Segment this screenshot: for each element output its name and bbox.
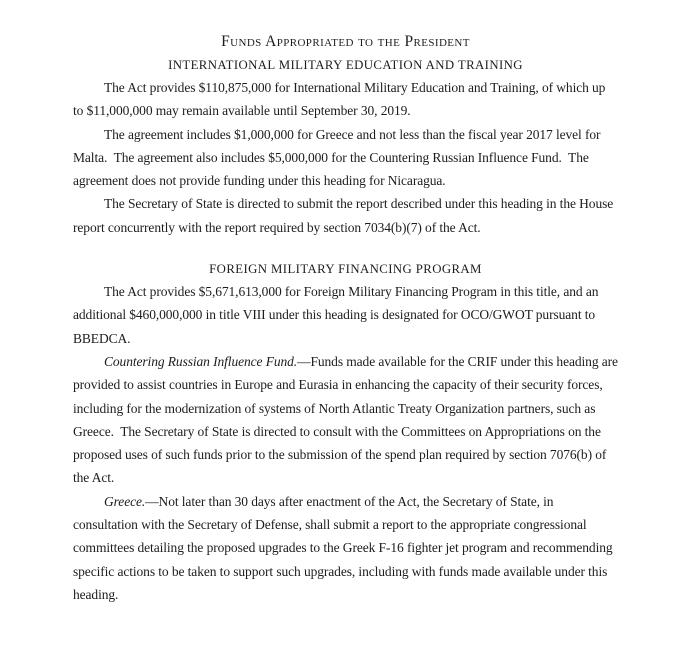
paragraph-italic-lead: Greece.	[104, 493, 146, 509]
paragraph-text: The Secretary of State is directed to submit the report described under this heading in the House report concurrently with the report required by section 7034(b)(7) of the Act.	[73, 196, 617, 235]
paragraph-greece	[73, 490, 618, 606]
paragraph-imet-agreement	[73, 123, 618, 193]
paragraph-text: The Act provides $110,875,000 for International Military Education and Training, of which up to $11,000,000 may remain available until September 30, 2019.	[73, 80, 609, 119]
section-heading-imet: INTERNATIONAL MILITARY EDUCATION AND TRAINING	[168, 58, 523, 72]
paragraph-crif	[73, 350, 622, 490]
section-gap	[73, 239, 618, 262]
paragraph-imet-funding	[73, 76, 618, 123]
paragraph-text: —Not later than 30 days after enactment of the Act, the Secretary of State, in consultation with the Secretary of Defense, shall submit a report to the appropriate congressional committees detailing the proposed upgrades to the Greek F-16 fighter jet program and recommending specific actions to be taken to support such upgrades, including with funds made available under this heading.	[73, 493, 616, 602]
paragraph-text: The Act provides $5,671,613,000 for Foreign Military Financing Program in this title, and an additional $460,000,000 in title VIII under this heading is designated for OCO/GWOT pursuant to BBEDCA.	[73, 284, 602, 346]
paragraph-imet-report	[73, 192, 618, 239]
section-heading-fmf: FOREIGN MILITARY FINANCING PROGRAM	[209, 262, 482, 277]
document-title: Funds Appropriated to the President	[221, 33, 470, 50]
paragraph-italic-lead: Countering Russian Influence Fund.	[104, 353, 298, 369]
paragraph-fmf-funding	[73, 280, 618, 350]
paragraph-text: The agreement includes $1,000,000 for Greece and not less than the fiscal year 2017 level for Malta. The agreement also includes $5,000,000 for the Countering Russian Influence Fund. The agreement does not provide funding under this heading for Nicaragua.	[73, 126, 604, 189]
paragraph-text: —Funds made available for the CRIF under this heading are provided to assist countries in Europe and Eurasia in enhancing the capacity of their security forces, including for the modernization of systems of North Atlantic Treaty Organization partners, such as Greece. The Secretary of State is directed to consult with the Committees on Appropriations on the proposed uses of such funds prior to the submission of the spend plan required by section 7076(b) of the Act.	[73, 353, 622, 486]
